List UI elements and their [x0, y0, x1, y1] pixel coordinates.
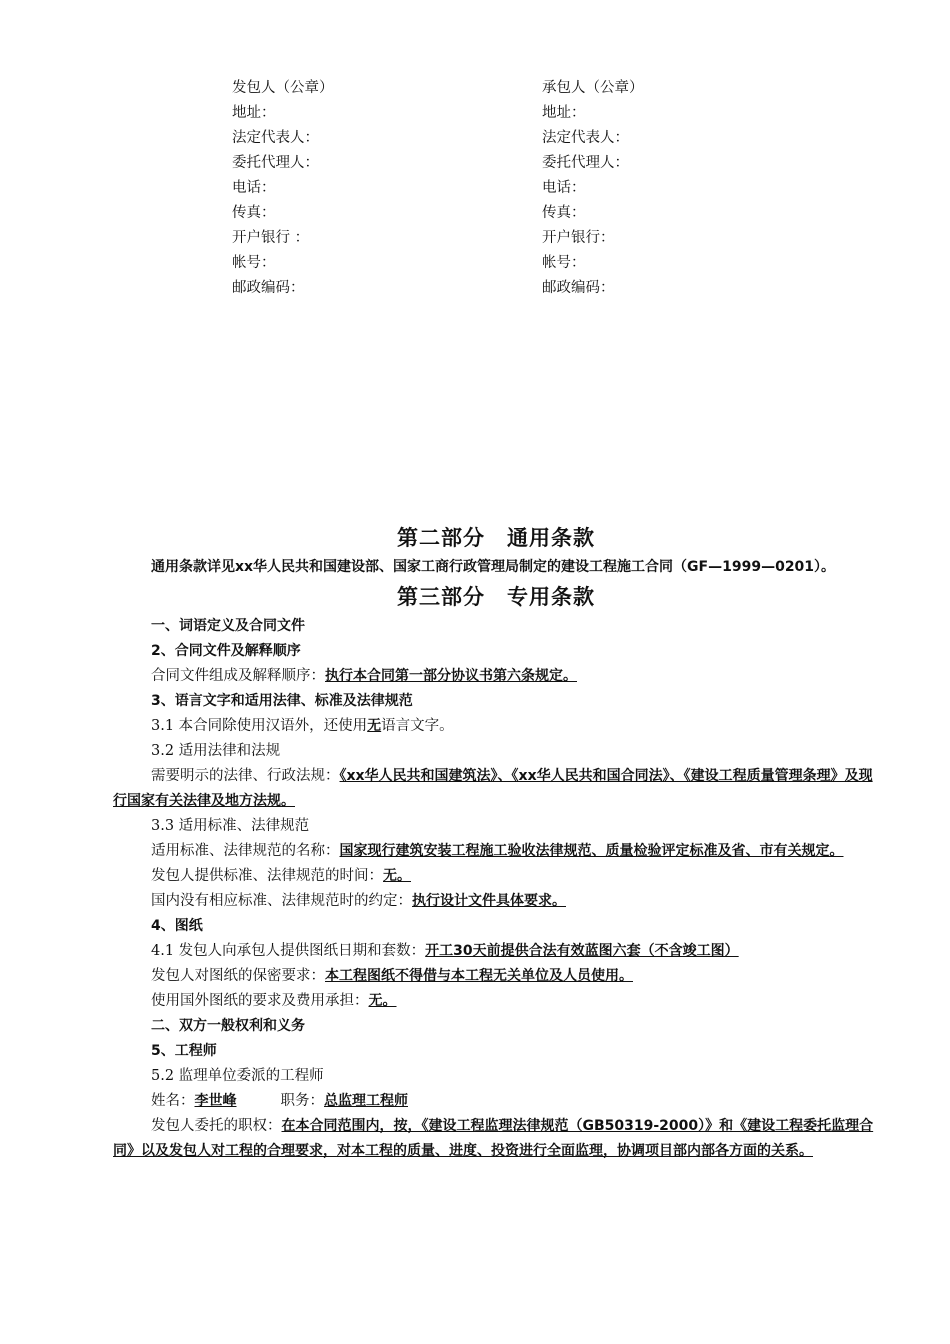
- right-signature-field: 邮政编码：: [542, 280, 615, 296]
- authority-value: 在本合同范围内，按，《建设工程监理法律规范（GB50319-2000）》和《建设工程委托监理合同》以及发包人对工程的合理要求，对本工程的质量、进度、投资进行全面监理，协调项目部内部各方面的关系。: [113, 1118, 874, 1159]
- doc-order-value: 执行本合同第一部分协议书第六条规定。: [325, 668, 577, 684]
- right-signature-field: 传真：: [542, 205, 586, 221]
- doc-order-label: 合同文件组成及解释顺序：: [151, 668, 325, 684]
- right-signature-field: 电话：: [542, 180, 586, 196]
- section-1-heading: 一、词语定义及合同文件: [151, 618, 305, 634]
- domestic-line: [113, 889, 879, 914]
- part2-title: 第二部分 通用条款: [397, 526, 595, 550]
- left-signature-field: 传真：: [232, 205, 276, 221]
- foreign-value: 无。: [368, 993, 397, 1009]
- foreign-label: 使用国外图纸的要求及费用承担：: [151, 993, 369, 1009]
- secrecy-label: 发包人对图纸的保密要求：: [151, 968, 325, 984]
- domestic-label: 国内没有相应标准、法律规范时的约定：: [151, 893, 412, 909]
- section-two-heading: 二、双方一般权利和义务: [151, 1018, 305, 1034]
- standards-label: 适用标准、法律规范的名称：: [151, 843, 340, 859]
- right-signature-field: 委托代理人：: [542, 155, 629, 171]
- post-value: 总监理工程师: [324, 1093, 408, 1109]
- clause-3-1: [113, 714, 879, 739]
- clause-3-1-value: 无: [367, 718, 382, 734]
- contract-body: [113, 521, 879, 1164]
- clause-3-2: 3.2 适用法律和法规: [151, 743, 281, 759]
- engineer-line: [113, 1089, 879, 1114]
- standards-value: 国家现行建筑安装工程施工验收法律规范、质量检验评定标准及省、市有关规定。: [339, 843, 844, 859]
- name-label: 姓名：: [151, 1093, 195, 1109]
- section-4-heading: 4、图纸: [151, 918, 203, 934]
- section-3-heading: 3、语言文字和适用法律、标准及法律规范: [151, 693, 413, 709]
- laws-value: 《xx华人民共和国建筑法》、《xx华人民共和国合同法》、《建设工程质量管理条理》及现行国家有关法律及地方法规。: [113, 768, 873, 809]
- authority-line: [113, 1114, 879, 1164]
- drawings-value: 开工30天前提供合法有效蓝图六套（不含竣工图）: [425, 943, 739, 959]
- drawings-line: [113, 939, 879, 964]
- section-5-heading: 5、工程师: [151, 1043, 217, 1059]
- drawings-label: 4.1 发包人向承包人提供图纸日期和套数：: [151, 943, 426, 959]
- right-signature-field: 地址：: [542, 105, 586, 121]
- right-signature-field: 帐号：: [542, 255, 586, 271]
- standards-time-line: [113, 864, 879, 889]
- standards-line: [113, 839, 879, 864]
- left-signature-field: 开户银行 ：: [232, 230, 310, 246]
- section-2-heading: 2、合同文件及解释顺序: [151, 643, 301, 659]
- right-signature-field: 开户银行：: [542, 230, 615, 246]
- right-signature-field: 法定代表人：: [542, 130, 629, 146]
- laws-line: [113, 764, 879, 814]
- left-signature-field: 地址：: [232, 105, 276, 121]
- laws-label: 需要明示的法律、行政法规：: [151, 768, 340, 784]
- secrecy-value: 本工程图纸不得借与本工程无关单位及人员使用。: [325, 968, 633, 984]
- left-signature-field: 委托代理人：: [232, 155, 319, 171]
- left-signature-field: 邮政编码：: [232, 280, 305, 296]
- left-signature-field: 帐号：: [232, 255, 276, 271]
- name-value: 李世峰: [194, 1093, 237, 1109]
- clause-3-3: 3.3 适用标准、法律规范: [151, 818, 310, 834]
- left-signature-field: 电话：: [232, 180, 276, 196]
- post-label: 职务：: [280, 1093, 324, 1109]
- doc-order-line: [113, 664, 879, 689]
- employer-signature-block: [232, 76, 334, 301]
- authority-label: 发包人委托的职权：: [151, 1118, 282, 1134]
- clause-3-1-pre: 3.1 本合同除使用汉语外，还使用: [151, 718, 368, 734]
- standards-time-label: 发包人提供标准、法律规范的时间：: [151, 868, 383, 884]
- standards-time-value: 无。: [383, 868, 411, 884]
- clause-3-1-post: 语言文字。: [381, 718, 454, 734]
- part2-text: 通用条款详见xx华人民共和国建设部、国家工商行政管理局制定的建设工程施工合同（GF—1999—0201）。: [151, 559, 836, 575]
- foreign-drawings-line: [113, 989, 879, 1014]
- left-signature-field: 法定代表人：: [232, 130, 319, 146]
- part3-title: 第三部分 专用条款: [397, 585, 595, 609]
- secrecy-line: [113, 964, 879, 989]
- clause-5-2: 5.2 监理单位委派的工程师: [151, 1068, 324, 1084]
- left-signature-field: 发包人（公章）: [232, 80, 334, 96]
- domestic-value: 执行设计文件具体要求。: [412, 893, 566, 909]
- right-signature-field: 承包人（公章）: [542, 80, 644, 96]
- contractor-signature-block: [542, 76, 644, 301]
